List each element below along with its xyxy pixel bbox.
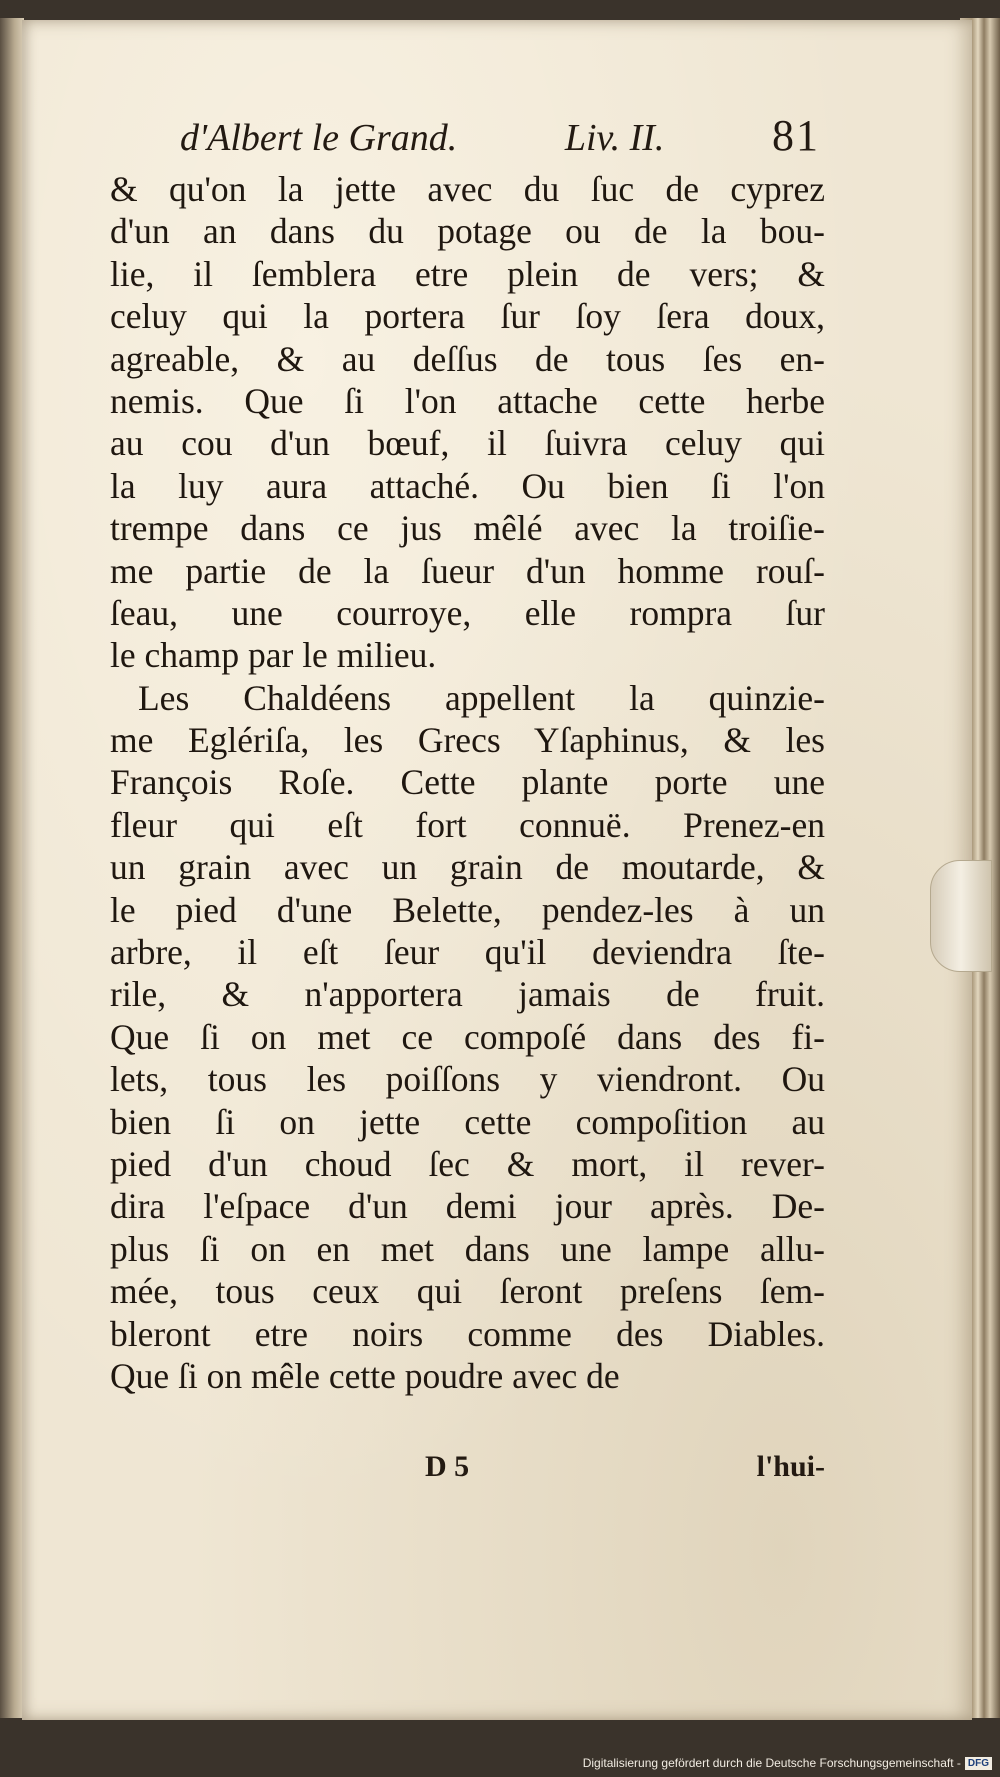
text-line: me Eglériſa, les Grecs Yſaphinus, & les: [110, 720, 825, 761]
text-line: Que ſi on met ce compoſé dans des fi-: [110, 1016, 825, 1057]
text-line: bleront etre noirs comme des Diables.: [110, 1313, 825, 1354]
text-line: dira l'eſpace d'un demi jour après. De-: [110, 1186, 825, 1227]
text-line: au cou d'un bœuf, il ſuivra celuy qui: [110, 423, 825, 464]
text-line: plus ſi on en met dans une lampe allu-: [110, 1228, 825, 1269]
page-clip: [930, 860, 992, 972]
text-line: arbre, il eſt ſeur qu'il deviendra ſte-: [110, 932, 825, 973]
text-line: rile, & n'apportera jamais de fruit.: [110, 974, 825, 1015]
text-line: Les Chaldéens appellent la quinzie-: [138, 677, 825, 718]
running-header: [180, 110, 820, 170]
catchword: l'hui-: [756, 1450, 825, 1483]
page-footer: [110, 1450, 825, 1500]
text-line: mée, tous ceux qui ſeront preſens ſem-: [110, 1271, 825, 1312]
text-line: le champ par le milieu.: [110, 635, 437, 676]
text-line: bien ſi on jette cette compoſition au: [110, 1101, 825, 1142]
text-line: me partie de la ſueur d'un homme rouſ-: [110, 550, 825, 591]
text-line: fleur qui eſt fort connuë. Prenez-en: [110, 804, 825, 845]
signature-mark: D 5: [425, 1450, 470, 1483]
text-line: trempe dans ce jus mêlé avec la troiſie-: [110, 508, 825, 549]
running-title: d'Albert le Grand.: [180, 117, 458, 159]
text-line: nemis. Que ſi l'on attache cette herbe: [110, 380, 825, 421]
text-line: lie, il ſemblera etre plein de vers; &: [110, 253, 825, 294]
text-line: celuy qui la portera ſur ſoy ſera doux,: [110, 296, 825, 337]
text-line: d'un an dans du potage ou de la bou-: [110, 211, 825, 252]
text-line: la luy aura attaché. Ou bien ſi l'on: [110, 465, 825, 506]
body-text: [110, 168, 825, 1397]
text-line: un grain avec un grain de moutarde, &: [110, 847, 825, 888]
text-line: & qu'on la jette avec du ſuc de cyprez: [110, 169, 825, 209]
text-line: agreable, & au deſſus de tous ſes en-: [110, 338, 825, 379]
text-line: pied d'un choud ſec & mort, il rever-: [110, 1143, 825, 1184]
text-line: ſeau, une courroye, elle rompra ſur: [110, 592, 825, 633]
text-line: le pied d'une Belette, pendez-les à un: [110, 889, 825, 930]
text-line: François Roſe. Cette plante porte une: [110, 762, 825, 803]
text-line: lets, tous les poiſſons y viendront. Ou: [110, 1059, 825, 1100]
book-number: Liv. II.: [564, 117, 665, 159]
text-line: Que ſi on mêle cette poudre avec de: [110, 1355, 620, 1396]
page-number: 81: [772, 111, 820, 160]
dfg-logo: DFG: [965, 1757, 992, 1770]
binding-gutter: [0, 18, 24, 1718]
digitization-credit: [583, 1753, 992, 1773]
credit-text: Digitalisierung gefördert durch die Deutsche Forschungsgemeinschaft -: [582, 1756, 961, 1770]
